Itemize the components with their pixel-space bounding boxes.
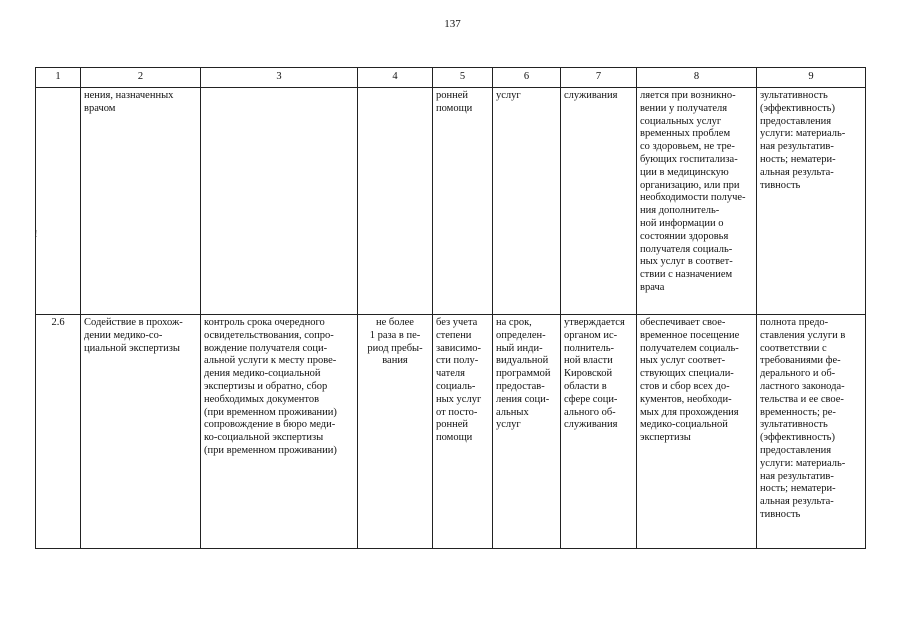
- cell-number: [36, 88, 81, 315]
- cell-conditions: обеспечивает свое- временное посещение получателем социаль- ных услуг соответ- ствующих специали- стов и сбор всех до- кументов, необходи- мых для прохождения медико-социальной экспертизы: [637, 315, 757, 549]
- cell-tariff: служивания: [561, 88, 637, 315]
- table-row: [36, 315, 866, 549]
- column-header-3: 3: [201, 68, 358, 88]
- cell-service-name: Содействие в прохож- дении медико-со- циальной экспертизы: [81, 315, 201, 549]
- margin-mark: !: [34, 228, 38, 240]
- column-header-4: 4: [358, 68, 433, 88]
- column-header-7: 7: [561, 68, 637, 88]
- cell-frequency: [358, 88, 433, 315]
- cell-description: контроль срока очередного освидетельствования, сопро- вождение получателя соци- альной услуги к месту прове- дения медико-социальной экспертизы и обратно, сбор необходимых документов (при временном проживании) сопровождение в бюро меди- ко-социальной экспертизы (при временном проживании): [201, 315, 358, 549]
- table-row: [36, 88, 866, 315]
- cell-frequency: не более 1 раза в пе- риод пребы- вания: [358, 315, 433, 549]
- column-header-9: 9: [757, 68, 866, 88]
- column-header-8: 8: [637, 68, 757, 88]
- cell-conditions: ляется при возникно- вении у получателя социальных услуг временных проблем со здоровьем, не тре- бующих госпитализа- ции в медицинскую организацию, или при необходимости получе- ния дополнитель- ной информации о состоянии здоровья получателя социаль- ных услуг в соответ- ствии с назначением врача: [637, 88, 757, 315]
- cell-description: [201, 88, 358, 315]
- cell-service-name: нения, назначенных врачом: [81, 88, 201, 315]
- cell-dependency: без учета степени зависимо- сти полу- чателя социаль- ных услуг от посто- ронней помощи: [433, 315, 493, 549]
- cell-term: услуг: [493, 88, 561, 315]
- cell-quality: полнота предо- ставления услуги в соответствии с требованиями фе- дерального и об- ластного законода- тельства и ее свое- временность; ре- зультативность (эффективность) предоставления услуги: материаль- ная результатив- ность; нематери- альная результа- тивность: [757, 315, 866, 549]
- cell-dependency: ронней помощи: [433, 88, 493, 315]
- cell-number: 2.6: [36, 315, 81, 549]
- column-header-1: 1: [36, 68, 81, 88]
- column-header-2: 2: [81, 68, 201, 88]
- header-row: [36, 68, 866, 88]
- cell-term: на срок, определен- ный инди- видуальной программой предостав- ления соци- альных услуг: [493, 315, 561, 549]
- page-number: 137: [444, 18, 461, 30]
- cell-quality: зультативность (эффективность) предоставления услуги: материаль- ная результатив- ность; нематери- альная результа- тивность: [757, 88, 866, 315]
- cell-tariff: утверждается органом ис- полнитель- ной власти Кировской области в сфере соци- ального об- служивания: [561, 315, 637, 549]
- column-header-5: 5: [433, 68, 493, 88]
- column-header-6: 6: [493, 68, 561, 88]
- services-table: [35, 67, 866, 549]
